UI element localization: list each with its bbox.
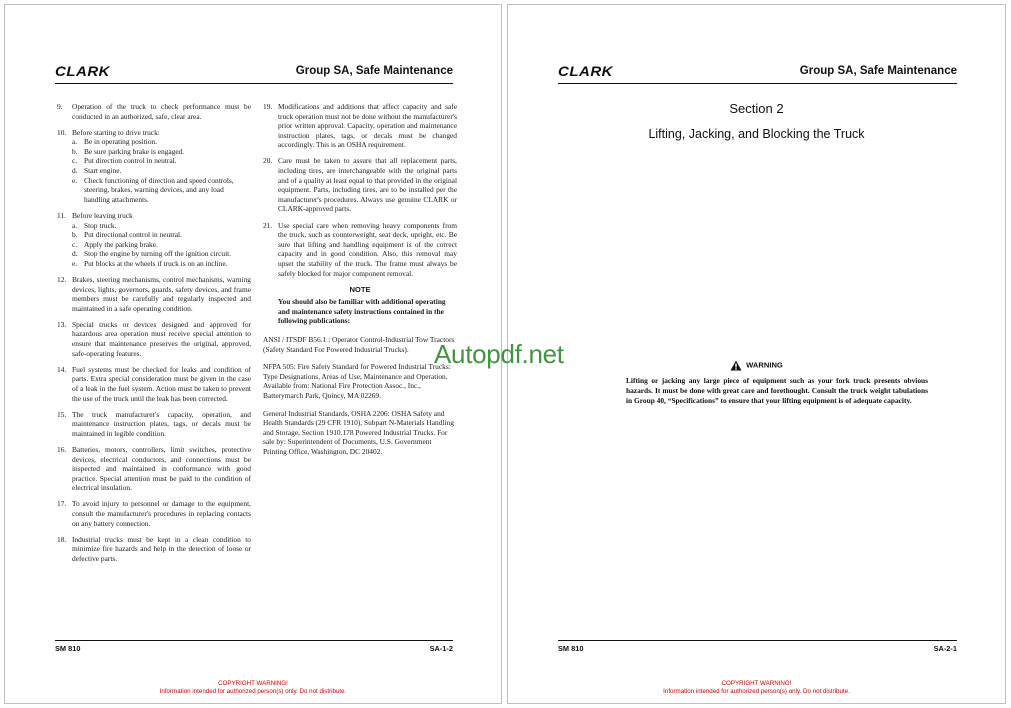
item-number: 16. [57,444,67,454]
sub-item-text: Stop truck. [84,220,117,230]
sub-item-text: Put blocks at the wheels if truck is on an incline. [84,258,228,268]
reference-item: General Industrial Standards, OSHA 2206: OSHA Safety and Health Standards (29 CFR 1910), Subpart N-Materials Handling and Storage, Section 1910.178 Powered Industrial Trucks. For sale by: Superintendent of Documents, U.S. Government Printing Office, Washington, DC 20402. [263,408,454,456]
clark-logo: CLARK [55,63,110,80]
sub-item-text: Put direction control in neutral. [84,156,177,166]
copyright-text: Information intended for authorized person(s) only. Do not distribute. [663,688,850,695]
sub-item-letter: a. [72,137,78,147]
item-text: Use special care when removing heavy components from the truck, such as counterweight, seat deck, upright, etc. Be sure that lifting and handling equipment is of the correct capacity and in good condition. Also, this removal may upset the stability of the truck. The frame must always be safely blocked for major component removal. [278,220,457,278]
item-number: 15. [57,409,67,419]
item-number: 19. [263,102,273,111]
item-number: 10. [57,127,67,137]
numbered-item [57,410,251,439]
watermark-text: Autopdf.net [434,339,564,369]
sub-item-letter: b. [72,230,78,240]
copyright-notice [5,680,501,696]
item-number: 14. [57,364,67,374]
reference-list [263,335,457,457]
item-text: Before starting to drive truck: [72,127,160,137]
item-text: Batteries, motors, controllers, limit switches, protective devices, electrical conductors, and connections must be inspected and maintained in conformance with good practice. Special attention must be paid to the condition of electrical insulation. [72,444,251,493]
sub-item [72,137,251,147]
warning-heading [508,360,1005,371]
sub-item-text: Stop the engine by turning off the ignition circuit. [84,249,232,259]
item-number: 9. [57,102,63,111]
item-text: Operation of the truck to check performance must be conducted in an authorized, safe, clear area. [72,102,251,121]
item-number: 17. [57,499,67,509]
item-number: 11. [57,210,66,220]
sub-item-letter: c. [72,239,78,249]
sub-item-text: Check functioning of direction and speed controls, steering, brakes, warning devices, and any load handling attachments. [84,175,234,204]
numbered-item [57,445,251,493]
sub-item [72,176,251,205]
item-number: 18. [57,534,67,544]
item-text: Brakes, steering mechanisms, control mechanisms, warning devices, lights, governors, guards, safety devices, and frame members must be carefully and regularly inspected and maintained in a safe operating condition. [72,275,251,313]
reference-item: ANSI / ITSDF B56.1 : Operator Control-Industrial Tow Tractors (Safety Standard For Powered Industrial Trucks). [263,334,455,354]
page-footer [558,640,957,655]
sub-item-letter: b. [72,146,78,156]
section-title: Lifting, Jacking, and Blocking the Truck [648,127,865,141]
copyright-title: COPYRIGHT WARNING! [218,680,288,687]
sub-item-letter: a. [72,220,78,230]
left-column [57,102,251,570]
note-body: You should also be familiar with additional operating and maintenance safety instructions contained in the following publications: [278,297,446,326]
sub-item [72,221,251,231]
numbered-items [263,102,457,278]
manual-number: SM 810 [558,644,584,653]
page-footer [55,640,453,655]
right-column [263,102,457,465]
reference-item: NFPA 505: Fire Safety Standard for Powered Industrial Trucks: Type Designations, Areas of Use, Maintenance and Operation. Available from: National Fire Protection Assoc., Inc., Batterymarch Park, Quincy, MA 02269. [263,362,451,400]
numbered-item [263,156,457,214]
numbered-item [57,365,251,403]
item-text: Fuel systems must be checked for leaks and condition of parts. Extra special consideration must be given in the case of a leak in the fuel system. Action must be taken to prevent the use of the truck until the leak has been corrected. [72,364,251,403]
item-text: Industrial trucks must be kept in a clean condition to minimize fire hazards and help in the detection of loose or defective parts. [72,534,251,563]
copyright-title: COPYRIGHT WARNING! [721,680,792,687]
item-number: 13. [57,319,67,329]
group-title: Group SA, Safe Maintenance [799,65,957,77]
warning-label: WARNING [746,360,783,370]
numbered-item [263,102,457,150]
sub-item-text: Put directional control in neutral. [84,230,182,240]
page-number: SA-1-2 [429,644,453,653]
copyright-text: Information intended for authorized person(s) only. Do not distribute. [159,688,347,695]
page-header [55,63,453,84]
item-text: Before leaving truck [72,210,133,220]
right-page [507,4,1006,704]
copyright-notice [508,680,1005,696]
item-text: Care must be taken to assure that all replacement parts, including tires, are interchangeable with the original parts and of a quality at least equal to that provided in the original equipment. Parts, including tires, are to be installed per the manufacturer's procedures. Always use genuine CLARK or CLARK-approved parts. [278,156,457,214]
numbered-item [57,275,251,313]
numbered-item [57,499,251,528]
sub-item-letter: e. [72,175,78,185]
sub-item-letter: d. [72,249,78,259]
numbered-item [57,535,251,564]
manual-number: SM 810 [55,644,81,653]
page-header [558,63,957,84]
sub-item [72,259,251,269]
item-text: Special trucks or devices designed and approved for hazardous area operation must receive special attention to ensure that maintenance preserves the original, approved, safe-operating features. [72,319,251,358]
item-text: To avoid injury to personnel or damage to the equipment, consult the manufacturer's procedures in replacing contacts on any battery connection. [72,499,251,528]
note-heading: NOTE [349,284,371,294]
sub-item-letter: d. [72,166,78,176]
sub-item-text: Apply the parking brake. [84,239,158,249]
item-text: Modifications and additions that affect capacity and safe truck operation must not be done without the manufacturer's prior written approval. Capacity, operation and maintenance instruction plates, tags, or decals must be changed accordingly. This is an OSHA requirement. [278,102,457,150]
item-text: The truck manufacturer's capacity, operation, and maintenance instruction plates, tags, or decals must be maintained in legible condition. [72,409,251,438]
sub-item [72,156,251,166]
page-number: SA-2-1 [933,644,957,653]
numbered-item [57,128,251,205]
sub-item-text: Be sure parking brake is engaged. [84,146,185,156]
numbered-item [57,102,251,121]
group-title: Group SA, Safe Maintenance [295,65,453,77]
sub-item [72,240,251,250]
warning-text: Lifting or jacking any large piece of equipment such as your fork truck presents obvious hazards. It must be done with great care and forethought. Consult the truck weight tabulations in Group 40, “Specifications” to ensure that your lifting equipment is of adequate capacity. [626,376,928,405]
section-number: Section 2 [729,101,784,116]
numbered-item [57,320,251,358]
sub-item [72,166,251,176]
item-number: 20. [263,156,273,166]
warning-triangle-icon [730,360,742,371]
item-number: 21. [263,220,273,230]
clark-logo: CLARK [558,63,613,80]
sub-item-letter: c. [72,156,78,166]
sub-item-letter: e. [72,258,78,268]
sub-item-text: Be in operating position. [84,137,158,147]
numbered-item [57,211,251,269]
numbered-item [263,221,457,279]
item-number: 12. [57,275,67,284]
sub-item [72,147,251,157]
sub-item [72,249,251,259]
sub-item-text: Start engine. [84,166,122,176]
sub-item [72,230,251,240]
left-page [4,4,502,704]
